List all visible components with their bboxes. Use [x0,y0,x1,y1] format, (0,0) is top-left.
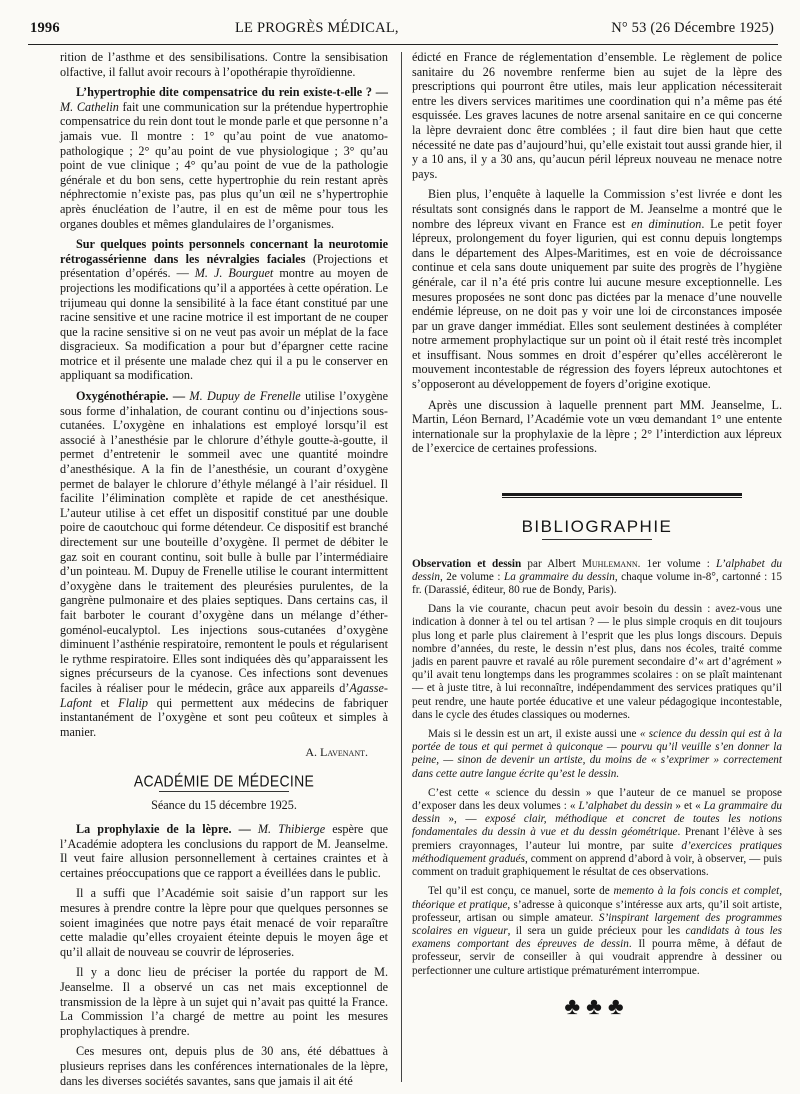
book-title: Observation et dessin [412,557,522,570]
page-header [30,18,774,40]
paragraph: Il y a donc lieu de préciser la portée du rapport de M. Jeanselme. Il a observé un cas net mais exceptionnel de transmission de la lèpre à un sujet qui n’avait pas quitté la France. La Commission l’a chargé de mettre au point les mesures prophylactiques à prendre. [60,965,388,1038]
italic-text: La grammaire du dessin [412,800,783,826]
signature: A. Lavenant. [305,745,368,760]
right-column [412,50,783,1020]
paragraph-text: C’est cette « science du dessin » que l’auteur de ce manuel se propose d’exposer dans les deux volumes : « [412,786,782,813]
italic-name: Flalip [118,695,148,710]
journal-title: LE PROGRÈS MÉDICAL, [235,20,399,36]
rule-thin [502,497,742,498]
italic-name: Agasse-Lafont [60,680,388,710]
bibliography-entry [412,558,782,598]
author-name: M. Dupuy de Frenelle [189,389,301,404]
author-name: M. Cathelin [60,99,119,114]
paragraph-text: montre au moyen de projections les modifications qu’il a apportées à cette opération. Le trijumeau qui donne la sensibilité à la face étant constitué par une racine sensitive et une racine motrice il est important de ne couper que la racine sensitive si on ne veut pas avoir un méplat de la face disgracieux. Sa modification a pour but d’épargner cette racine motrice et il présente une malade chez qui il a pu le conserver en appliquant sa modification. [60,266,389,383]
paragraph-hypertrophie [60,85,388,231]
rule-thick [502,493,742,496]
ornamental-rule [422,486,782,502]
paragraph-title: La prophylaxie de la lèpre. — [76,822,251,837]
section-date: Séance du 15 décembre 1925. [151,797,297,812]
author-name: M. Thibierge [257,822,326,837]
paragraph-text: », — [439,813,485,826]
column-divider [401,52,402,1082]
paragraph: Ces mesures ont, depuis plus de 30 ans, été débattues à plusieurs reprises dans les conférences internationales de la lèpre, dans les diverses sociétés savantes, sans que jamais il ait été [60,1044,388,1088]
italic-text: en diminution [631,216,702,231]
paragraph-manuel [412,885,782,977]
paragraph-title: Sur quelques points personnels concernant la neurotomie rétrogassérienne dans les névralgies faciales [60,237,388,266]
italic-text: d’exercices pratiques méthodiquement gradués [412,839,782,865]
volume-title: L’alphabet du dessin [412,557,783,583]
volume-title: La grammaire du dessin [504,570,615,583]
paragraph-text: , comment on apprend d’abord à voir, à observer, — puis comment on traduit graphiquement le résultat de ces observations. [412,852,782,879]
header-rule [28,44,778,45]
italic-text: « science du dessin qui est à la portée de tous et qui permet à quiconque — pourvu qu’il veuille s’en donner la peine, — sinon de devenir un artiste, du moins de « s’exprimer » correctement dans cette autre langue écrite qu’est le dessin. [412,728,782,780]
book-author: Muhlemann [581,557,638,570]
paragraph-text: , s’adresse à quiconque s’intéresse aux arts, qu’il soit artiste, professeur, artisan ou simple amateur. [412,898,782,924]
entry-text: , chaque volume in-8°, cartonné : 15 fr. (Darassié, éditeur, 80 rue de Bondy, Paris). [412,570,782,597]
paragraph-enquete [412,187,782,391]
italic-text: L’alphabet du dessin [578,800,673,813]
paragraph-text: qui permettent aux médecins de fabriquer instantanément de l’oxygène et sont peu coûteux et simples à manier. [60,695,388,739]
left-column [60,50,388,1094]
paragraph-lepre [60,822,388,880]
paragraph-text: » et « [672,800,704,813]
paragraph: édicté en France de réglementation d’ensemble. Le règlement de police sanitaire du 26 novembre renferme bien au sujet de la lèpre des prescriptions qui pourront être utiles, mais leur application nécessiterait entre les divers services maritimes une coordination qui n’a même pas été esquissée. Les graves lacunes de notre arsenal sanitaire en ce qui concerne la lèpre devraient donc être comblées ; il faut dire bien haut que cette nécessité ne date pas d’aujourd’hui, qu’elle existait tout aussi grande hier, il y a 10 ans, il y a 30 ans, qu’aucun péril lépreux nouveau ne menace notre pays. [412,50,782,181]
paragraph-title: L’hypertrophie dite compensatrice du rein existe-t-elle ? — [76,85,388,100]
paragraph-text: . Il pourra même, à défaut de professeur, servir de conseiller à qui voudrait apprendre à dessiner ou perfectionner une culture artistique prématurément interrompue. [412,938,782,977]
paragraph: rition de l’asthme et des sensibilisations. Contre la sensibisation olfactive, il fallut avoir recours à l’opothérapie thyroïdienne. [60,50,388,79]
paragraph-text: (Projections et présentation d’opérés. — [60,251,388,281]
paragraph: Il a suffi que l’Académie soit saisie d’un rapport sur les mesures à prendre contre la lèpre pour que quelques personnes se soient imaginées que notre pays était menacé de voir reparaître cette maladie qu’elles croyaient éteinte depuis le moyen âge et qu’il allait de nouveau se couvrir de léproseries. [60,886,388,959]
paragraph-text: espère que l’Académie adoptera les conclusions du rapport de M. Jeanselme. Il veut faire allusion personnellement à certaines craintes et à certaines préoccupations que ce rapport a éveillées dans le public. [60,822,389,880]
paragraph-text: fait une communication sur la prétendue hypertrophie compensatrice du rein dont tout le monde parle et que personne n’a jamais vue. Il montre : 1° qu’au point de vue anatomo-pathologique ; 2° qu’au point de vue physiologique ; 3° qu’au point de vue clinique ; 4° qu’au point de vue de la pathologie générale et du bon sens, cette hypertrophie du rein restant après néphrectomie n’existe pas, pas plus qu’un œil ne s’hypertrophie après énucléation de l’autre, il en est de même pour tous les organes doubles et mêmes glandulaires de l’organismes. [60,99,389,231]
paragraph-volumes [412,787,782,879]
paragraph-text: et [91,695,119,710]
page-number: 1996 [30,20,60,36]
issue-info: N° 53 (26 Décembre 1925) [611,20,774,36]
paragraph-oxygenotherapie [60,389,388,739]
italic-text: S’inspirant largement des programmes scolaires en vigueur [412,911,782,937]
author-name: M. J. Bourguet [194,266,274,281]
paragraph-text: , il sera un guide précieux pour les [507,924,686,937]
club-ornament-icon: ♣♣♣ [564,993,630,1020]
italic-text: candidats à tous les examens comportant des épreuves de dessin [412,924,782,951]
paragraph-text: utilise l’oxygène sous forme d’inhalation, de courant continu ou d’injections sous-cutanées. L’oxygène en inhalations est employé lorsqu’il est associé à l’anesthésie par le chlorure d’éthyle goutte-à-goutte, il permet d’entretenir le sommeil avec une quantité moindre d’anesthésique. A la fin de l’anesthésie, un courant d’oxygène permet de balayer le chlorure d’éthyle mélangé à l’air résiduel. Il facilite l’élimination complète et rapide de cet anesthésique. L’auteur utilise à cet effet un dispositif constitué par une double poire de caoutchouc qui forme détendeur. Ce dispositif est branché directement sur une bouteille d’oxygène. Il permet de débiter le gaz soit en courant continu, soit bulle à bulle par l’intermédiaire d’un pointeau. M. Dupuy de Frenelle utilise le courant intermittent d’oxygène dans le traitement des pleurésies purulentes, de la gangrène pulmonaire et des plaies septiques. Dans certains cas, il fait barboter le courant d’oxygène dans un mélange d’éther-goménol-eucalyptol. Les injections sous-cutanées d’oxygène diminuent l’asthénie respiratoire, remontent le pouls et régularisent le rythme respiratoire. Elles sont indiquées dès qu’apparaissent les signes précurseurs de la cyanose. Ces infections sont devenues faciles à réaliser pour le médecin, grâce aux appareils d’ [60,389,389,695]
italic-text: exposé clair, méthodique et concret de toutes les notions fondamentales du dessin à vue et du dessin géométrique [412,813,782,839]
paragraph: Dans la vie courante, chacun peut avoir besoin du dessin : avez-vous une indication à donner à tel ou tel artisan ? — le plus simple croquis en dit toujours plus long et parle plus clairement à l’esprit que les plus longs discours. Depuis nombre d’années, du reste, le dessin n’est plus, dans nos écoles, traité comme jadis en parent pauvre et ravalé au rôle purement secondaire d’« art d’agrément » qu’il avait tenu longtemps dans les programmes scolaires : on se plaît maintenant — et à juste titre, à lui reconnaître, indépendamment des services pratiques qu’il peut rendre, une haute portée éducative et une valeur pédagogique incontestable, dans le cycle des études classiques ou modernes. [412,603,782,721]
paragraph-text: Bien plus, l’enquête à laquelle la Commission s’est livrée e dont les résultats sont consignés dans le rapport de M. Jeanselme a montré que le nombre des lépreux vivant en France est [412,187,782,231]
entry-text: . 1er volume : [637,557,716,570]
paragraph-text: Tel qu’il est conçu, ce manuel, sorte de [428,885,614,898]
paragraph-neurotomie [60,237,388,383]
section-rule [159,791,289,792]
paragraph: Après une discussion à laquelle prennent part MM. Jeanselme, L. Martin, Léon Bernard, l’Académie vote un vœu demandant 1° une entente internationale sur la prophylaxie de la lèpre ; 2° l’interdiction aux lépreux de l’exercice de certaines professions. [412,397,782,456]
section-title: ACADÉMIE DE MÉDECINE [133,771,315,791]
bibliography-title: BIBLIOGRAPHIE [521,517,673,537]
italic-text: memento à la fois concis et complet, théorique et pratique [412,885,782,911]
bibliography-rule [542,539,652,540]
paragraph-text: . Prenant l’élève à ses premiers crayonnages, l’auteur lui montre, par suite [412,826,782,852]
paragraph-text: Mais si le dessin est un art, il existe aussi une [428,728,640,741]
paragraph-science [412,728,782,781]
entry-text: , 2e volume : [439,570,505,583]
paragraph-title: Oxygénothérapie. — [76,389,186,404]
paragraph-text: . Le petit foyer lépreux, prolongement du foyer ligurien, qui est connu depuis longtemps dans le département des Alpes-Maritimes, est en voie de décroissance continue et cela sans doute uniquement par suite des progrès de l’hygiène générale, car il n’a été pris contre lui aucune mesure exceptionnelle. Les mesures proposées ne sont donc pas dictées par la menace d’une nouvelle endémie lépreuse, on ne doit pas y voir une loi de circonstances imposée par un grave danger immédiat. Elles sont seulement destinées à compléter notre armement prophylactique sur un point où il était resté très incomplet et insuffisant. Nous sommes en droit d’espérer qu’elles accélèreront le mouvement incontestable de régression des foyers lépreux autochtones et s’opposeront au développement de foyers d’origine exotique. [412,216,782,392]
entry-text: par Albert [521,557,582,570]
